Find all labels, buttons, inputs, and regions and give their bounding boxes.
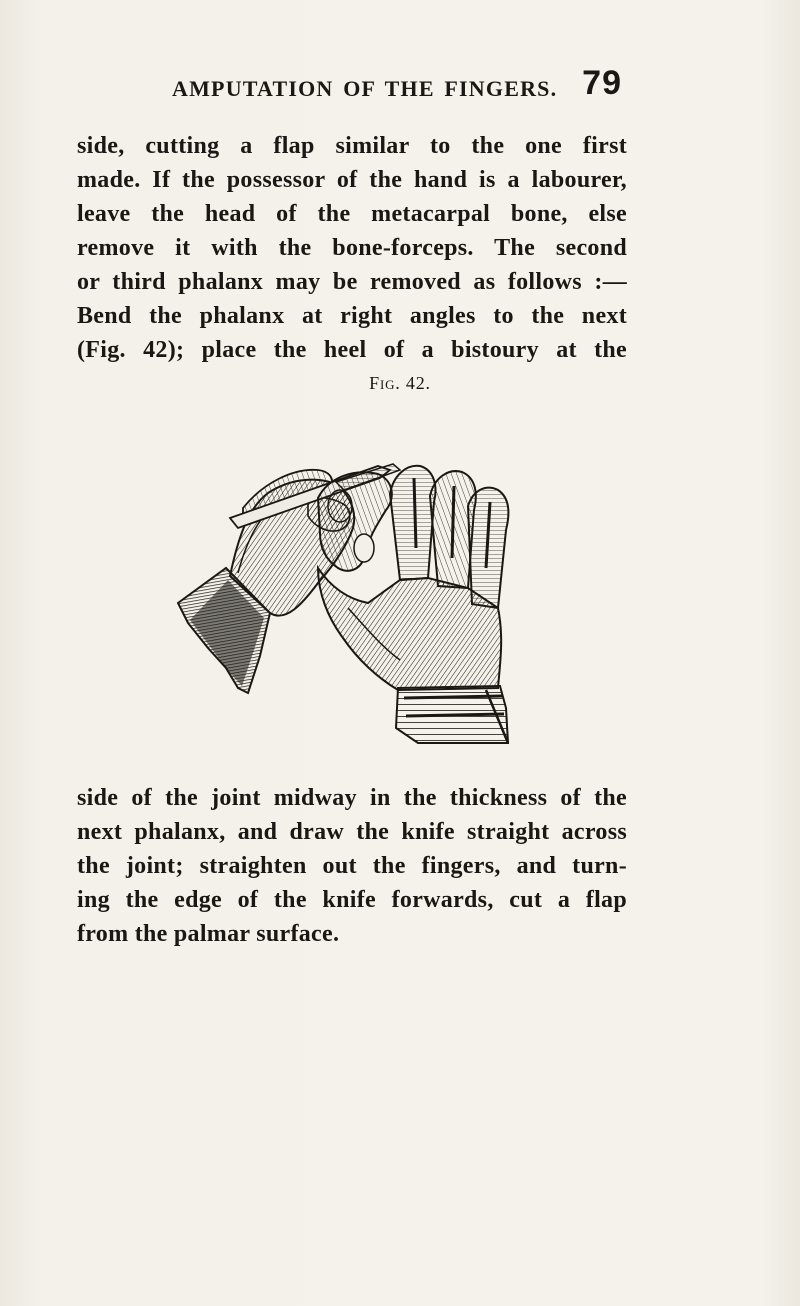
text-line: side, cutting a flap similar to the one first <box>77 133 627 159</box>
text-line: Bend the phalanx at right angles to the next <box>77 303 627 329</box>
text-line: made. If the possessor of the hand is a labourer, <box>77 167 627 193</box>
page-number: 79 <box>582 64 622 102</box>
running-head <box>166 66 626 106</box>
text-line: leave the head of the metacarpal bone, else <box>77 201 627 227</box>
hands-bistoury-illustration <box>168 398 528 756</box>
text-line: the joint; straighten out the fingers, and turn- <box>77 853 627 879</box>
running-title: AMPUTATION OF THE FINGERS. <box>172 76 558 101</box>
figure-caption-text: Fig. 42. <box>369 373 431 393</box>
text-line: (Fig. 42); place the heel of a bistoury at the <box>77 337 627 363</box>
text-line: or third phalanx may be removed as follows :— <box>77 269 627 295</box>
figure-caption <box>0 373 800 394</box>
flexed-finger <box>318 472 392 570</box>
text-line: side of the joint midway in the thickness of the <box>77 785 627 811</box>
paragraph-before-figure <box>77 129 627 367</box>
text-line: ing the edge of the knife forwards, cut a flap <box>77 887 627 913</box>
text-line: remove it with the bone-forceps. The second <box>77 235 627 261</box>
text-line: from the palmar surface. <box>77 921 340 947</box>
text-line: next phalanx, and draw the knife straight across <box>77 819 627 845</box>
paragraph-after-figure <box>77 781 627 951</box>
